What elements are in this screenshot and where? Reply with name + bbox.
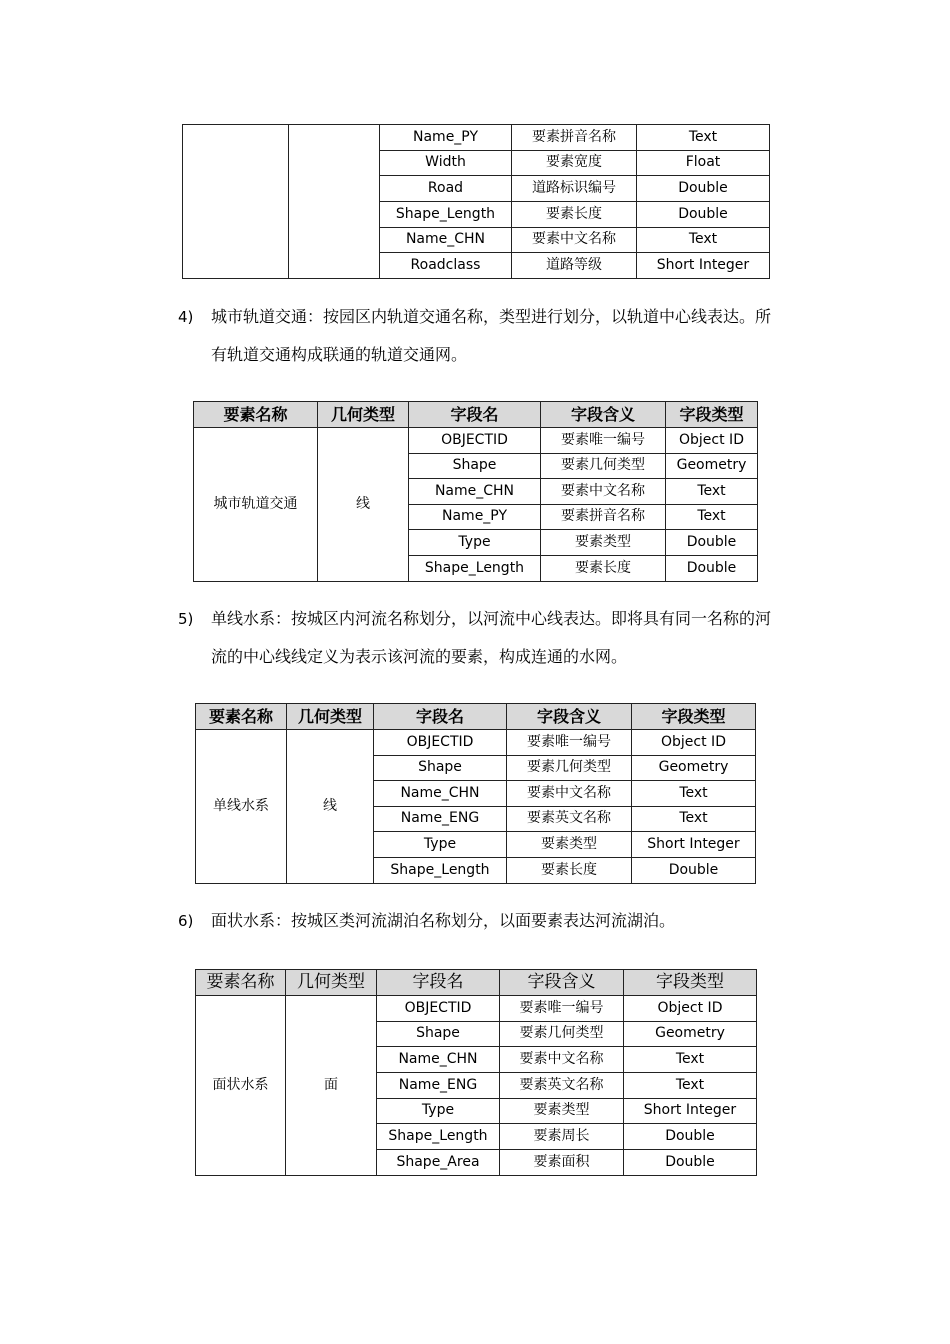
single-line-water-fields-table: [195, 703, 756, 884]
field-meaning-cell: 要素唯一编号: [541, 428, 666, 454]
field-type-cell: Object ID: [666, 428, 758, 454]
field-name-cell: Width: [380, 150, 512, 176]
field-meaning-cell: 要素中文名称: [512, 227, 637, 253]
field-type-cell: Text: [632, 806, 756, 832]
feature-name-cell: 单线水系: [196, 730, 287, 884]
field-type-cell: Short Integer: [637, 253, 770, 279]
field-name-cell: OBJECTID: [377, 996, 500, 1022]
field-type-cell: Geometry: [624, 1021, 757, 1047]
field-name-cell: Shape_Length: [409, 555, 541, 581]
feature-name-cell: 面状水系: [196, 996, 286, 1176]
field-name-cell: Type: [409, 530, 541, 556]
column-header: 字段类型: [666, 402, 758, 428]
section-6-paragraph: [178, 902, 818, 940]
field-type-cell: Double: [666, 555, 758, 581]
column-header: 字段含义: [541, 402, 666, 428]
field-meaning-cell: 要素中文名称: [541, 479, 666, 505]
field-name-cell: OBJECTID: [409, 428, 541, 454]
section-6-line-1: 面状水系：按城区类河流湖泊名称划分，以面要素表达河流湖泊。: [211, 911, 676, 930]
column-header: 字段名: [409, 402, 541, 428]
field-type-cell: Text: [637, 227, 770, 253]
section-5-line-1: 单线水系：按城区内河流名称划分，以河流中心线表达。即将具有同一名称的河: [211, 609, 772, 628]
field-meaning-cell: 要素唯一编号: [507, 730, 632, 756]
column-header: 几何类型: [286, 970, 377, 996]
field-meaning-cell: 要素周长: [500, 1124, 624, 1150]
field-name-cell: Name_ENG: [374, 806, 507, 832]
field-meaning-cell: 要素拼音名称: [512, 125, 637, 151]
field-name-cell: Shape_Area: [377, 1150, 500, 1176]
field-meaning-cell: 要素唯一编号: [500, 996, 624, 1022]
field-meaning-cell: 要素英文名称: [500, 1073, 624, 1099]
field-type-cell: Text: [666, 479, 758, 505]
field-type-cell: Double: [637, 202, 770, 228]
field-meaning-cell: 要素拼音名称: [541, 504, 666, 530]
field-type-cell: Geometry: [632, 755, 756, 781]
table-row: [196, 730, 756, 756]
field-meaning-cell: 要素类型: [500, 1098, 624, 1124]
field-name-cell: Shape: [409, 453, 541, 479]
field-type-cell: Text: [637, 125, 770, 151]
field-type-cell: Text: [624, 1047, 757, 1073]
table-row: [196, 996, 757, 1022]
field-type-cell: Double: [624, 1124, 757, 1150]
column-header: 要素名称: [196, 704, 287, 730]
field-type-cell: Object ID: [624, 996, 757, 1022]
column-header: 字段含义: [507, 704, 632, 730]
field-type-cell: Text: [666, 504, 758, 530]
field-meaning-cell: 要素长度: [541, 555, 666, 581]
field-meaning-cell: 道路标识编号: [512, 176, 637, 202]
field-type-cell: Object ID: [632, 730, 756, 756]
table-header-row: [194, 402, 758, 428]
field-meaning-cell: 要素宽度: [512, 150, 637, 176]
field-name-cell: Name_CHN: [409, 479, 541, 505]
section-5-paragraph: [178, 600, 818, 676]
geometry-type-cell: 线: [287, 730, 374, 884]
field-type-cell: Geometry: [666, 453, 758, 479]
field-type-cell: Double: [637, 176, 770, 202]
geometry-type-cell: 线: [318, 428, 409, 582]
column-header: 字段含义: [500, 970, 624, 996]
field-meaning-cell: 要素类型: [507, 832, 632, 858]
field-name-cell: Shape_Length: [377, 1124, 500, 1150]
field-meaning-cell: 要素中文名称: [500, 1047, 624, 1073]
column-header: 字段类型: [632, 704, 756, 730]
field-type-cell: Short Integer: [632, 832, 756, 858]
feature-name-cell: 城市轨道交通: [194, 428, 318, 582]
field-name-cell: Name_PY: [409, 504, 541, 530]
column-header: 几何类型: [287, 704, 374, 730]
field-meaning-cell: 要素几何类型: [507, 755, 632, 781]
feature-name-cell: [183, 125, 289, 279]
field-type-cell: Double: [624, 1150, 757, 1176]
section-4-paragraph: [178, 298, 818, 374]
field-name-cell: Road: [380, 176, 512, 202]
rail-transit-fields-table: [193, 401, 758, 582]
field-meaning-cell: 要素长度: [507, 857, 632, 883]
polygon-water-fields-table: [195, 969, 757, 1176]
field-name-cell: OBJECTID: [374, 730, 507, 756]
field-name-cell: Shape_Length: [374, 857, 507, 883]
column-header: 字段名: [374, 704, 507, 730]
field-meaning-cell: 要素几何类型: [500, 1021, 624, 1047]
field-meaning-cell: 要素面积: [500, 1150, 624, 1176]
field-meaning-cell: 要素英文名称: [507, 806, 632, 832]
section-4-number: 4): [178, 308, 194, 326]
table-row: [194, 428, 758, 454]
section-5-number: 5): [178, 610, 194, 628]
table-row: [183, 125, 770, 151]
field-type-cell: Text: [624, 1073, 757, 1099]
field-type-cell: Short Integer: [624, 1098, 757, 1124]
field-type-cell: Double: [632, 857, 756, 883]
geometry-type-cell: 面: [286, 996, 377, 1176]
field-name-cell: Name_CHN: [377, 1047, 500, 1073]
section-5-line-2: 流的中心线线定义为表示该河流的要素，构成连通的水网。: [211, 647, 628, 666]
field-meaning-cell: 道路等级: [512, 253, 637, 279]
field-name-cell: Name_CHN: [380, 227, 512, 253]
table-header-row: [196, 970, 757, 996]
field-meaning-cell: 要素类型: [541, 530, 666, 556]
field-name-cell: Type: [377, 1098, 500, 1124]
field-name-cell: Name_PY: [380, 125, 512, 151]
field-name-cell: Type: [374, 832, 507, 858]
field-meaning-cell: 要素长度: [512, 202, 637, 228]
field-name-cell: Roadclass: [380, 253, 512, 279]
field-name-cell: Shape_Length: [380, 202, 512, 228]
section-4-line-1: 城市轨道交通：按园区内轨道交通名称，类型进行划分，以轨道中心线表达。所: [211, 307, 772, 326]
column-header: 要素名称: [196, 970, 286, 996]
field-type-cell: Text: [632, 781, 756, 807]
field-name-cell: Shape: [374, 755, 507, 781]
field-type-cell: Float: [637, 150, 770, 176]
table-header-row: [196, 704, 756, 730]
column-header: 几何类型: [318, 402, 409, 428]
field-name-cell: Shape: [377, 1021, 500, 1047]
section-6-number: 6): [178, 912, 194, 930]
column-header: 字段类型: [624, 970, 757, 996]
column-header: 要素名称: [194, 402, 318, 428]
field-type-cell: Double: [666, 530, 758, 556]
section-4-line-2: 有轨道交通构成联通的轨道交通网。: [211, 345, 468, 364]
field-name-cell: Name_ENG: [377, 1073, 500, 1099]
geometry-type-cell: [289, 125, 380, 279]
field-name-cell: Name_CHN: [374, 781, 507, 807]
column-header: 字段名: [377, 970, 500, 996]
road-fields-table-continued: [182, 124, 770, 279]
field-meaning-cell: 要素几何类型: [541, 453, 666, 479]
field-meaning-cell: 要素中文名称: [507, 781, 632, 807]
